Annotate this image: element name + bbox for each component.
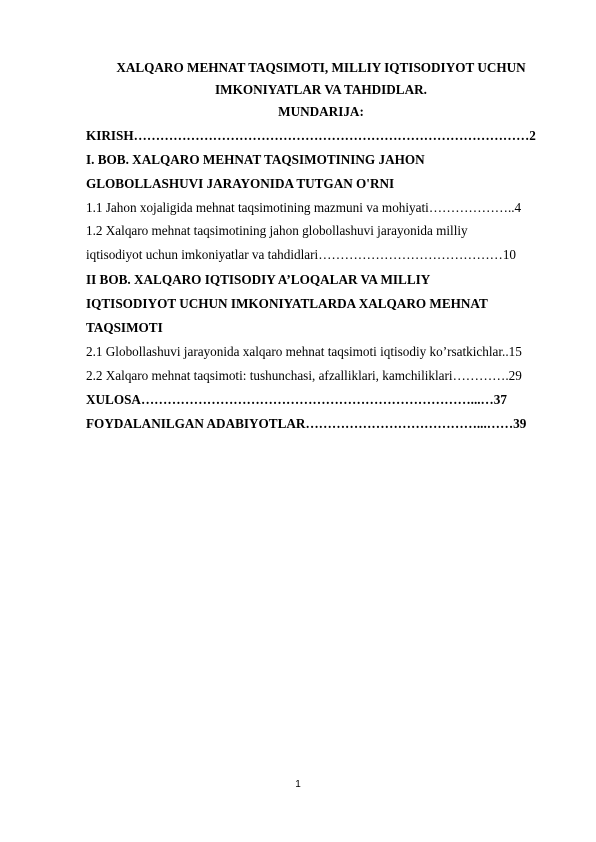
document-title-line-1: XALQARO MEHNAT TAQSIMOTI, MILLIY IQTISODIYOT UCHUN — [116, 60, 526, 75]
toc-chapter-1-title-line-2: GLOBOLLASHUVI JARAYONIDA TUTGAN O'RNI — [86, 176, 395, 191]
document-title-line-2: IMKONIYATLAR VA TAHDIDLAR. — [215, 82, 427, 97]
toc-chapter-1-title-line-1: I. BOB. XALQARO MEHNAT TAQSIMOTINING JAHON — [86, 152, 425, 167]
toc-chapter-2-title-line-3: TAQSIMOTI — [86, 320, 163, 335]
toc-entry-kirish: KIRISH………………………………………………………………………………2 — [86, 128, 536, 143]
toc-chapter-2-title-line-1: II BOB. XALQARO IQTISODIY A’LOQALAR VA MILLIY — [86, 272, 431, 287]
toc-chapter-2-title-line-2: IQTISODIYOT UCHUN IMKONIYATLARDA XALQARO MEHNAT — [86, 296, 488, 311]
contents-heading: MUNDARIJA: — [278, 104, 364, 119]
toc-entry-adabiyotlar: FOYDALANILGAN ADABIYOTLAR…………………………………...……39 — [86, 416, 527, 431]
toc-section-1-2-line-1: 1.2 Xalqaro mehnat taqsimotining jahon globollashuvi jarayonida milliy — [86, 223, 468, 238]
toc-section-2-2: 2.2 Xalqaro mehnat taqsimoti: tushunchasi, afzalliklari, kamchiliklari………….29 — [86, 368, 522, 383]
toc-section-2-1: 2.1 Globollashuvi jarayonida xalqaro mehnat taqsimoti iqtisodiy ko’rsatkichlar..15 — [86, 344, 522, 359]
toc-section-1-2-line-2: iqtisodiyot uchun imkoniyatlar va tahdidlari……………………………………10 — [86, 247, 517, 262]
toc-section-1-1: 1.1 Jahon xojaligida mehnat taqsimotining mazmuni va mohiyati………………..4 — [86, 200, 522, 215]
toc-entry-xulosa: XULOSA…………………………………………………………………...…37 — [86, 392, 507, 407]
page-number: 1 — [295, 779, 301, 790]
